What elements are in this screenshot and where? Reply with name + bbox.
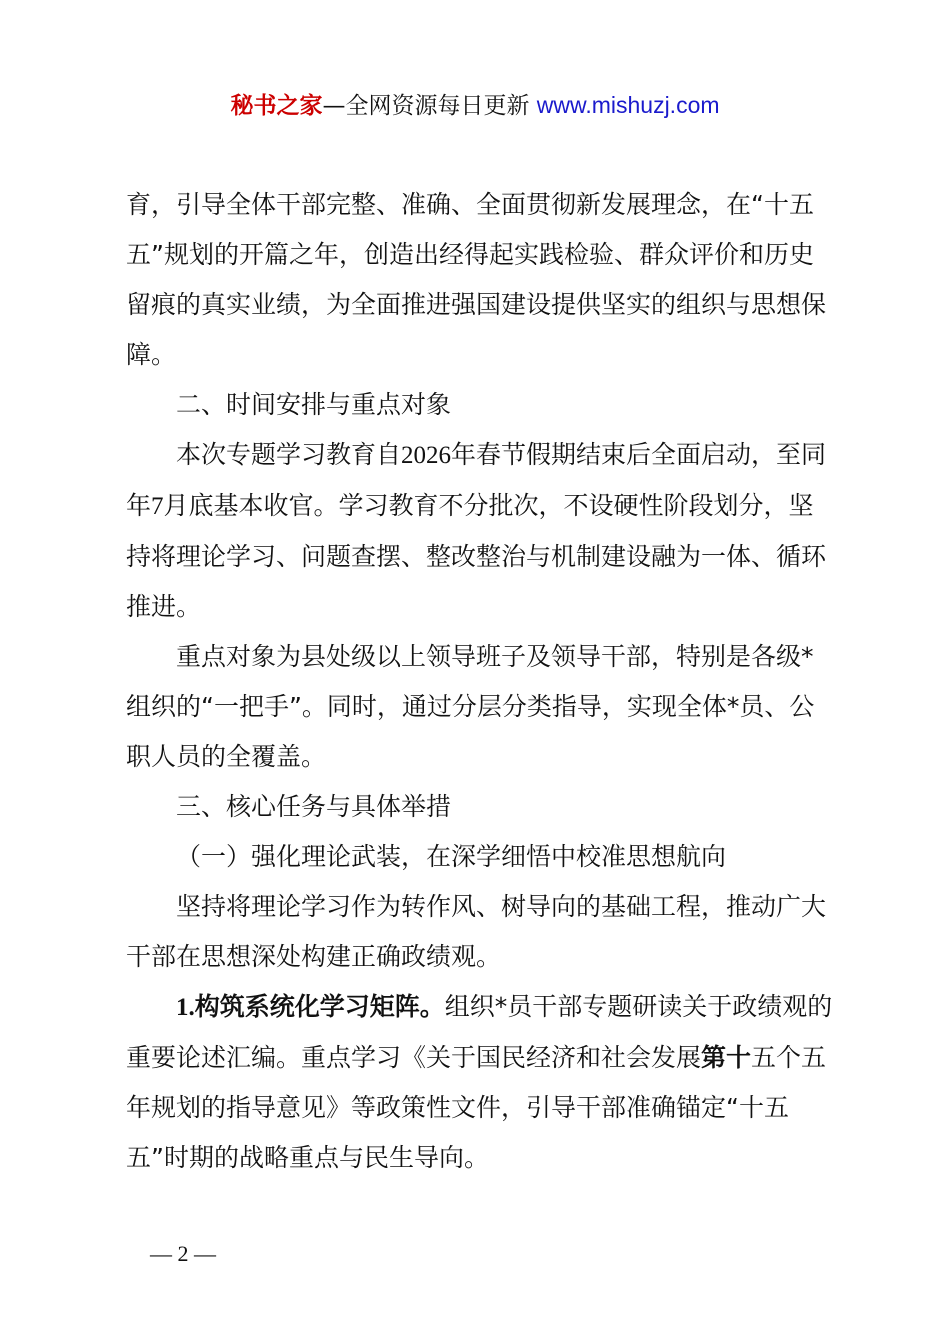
paragraph-schedule: 本次专题学习教育自2026年春节假期结束后全面启动，至同年7月底基本收官。学习教育不分批次，不设硬性阶段划分，坚持将理论学习、问题查摆、整改整治与机制建设融为一体、循环推进。 — [126, 440, 827, 621]
subsection-heading-1: （一）强化理论武装，在深学细悟中校准思想航向 — [176, 842, 727, 871]
paragraph-study-matrix: 1.构筑系统化学习矩阵。组织*员干部专题研读关于政绩观的重要论述汇编。重点学习《关于国民经济和社会发展第十五个五年规划的指导意见》等政策性文件，引导干部准确锚定“十五五”时期的战略重点与民生导向。 — [126, 992, 833, 1172]
page-number: — 2 — — [150, 1241, 216, 1266]
paragraph-continuation: 育，引导全体干部完整、准确、全面贯彻新发展理念，在“十五五”规划的开篇之年，创造出经得起实践检验、群众评价和历史留痕的真实业绩，为全面推进强国建设提供坚实的组织与思想保障。 — [126, 190, 827, 369]
item-title: 1.构筑系统化学习矩阵。 — [176, 994, 445, 1021]
section-heading-2: 二、时间安排与重点对象 — [176, 390, 452, 419]
site-header — [0, 88, 950, 123]
paragraph-targets: 重点对象为县处级以上领导班子及领导干部，特别是各级*组织的“一把手”。同时，通过分层分类指导，实现全体*员、公职人员的全覆盖。 — [126, 642, 815, 771]
site-url-link[interactable]: www.mishuzj.com — [536, 92, 720, 118]
document-body — [126, 180, 836, 1183]
brand-name: 秘书之家 — [230, 93, 323, 119]
header-slogan: —全网资源每日更新 — [322, 93, 537, 119]
section-heading-3: 三、核心任务与具体举措 — [176, 792, 452, 821]
paragraph-theory: 坚持将理论学习作为转作风、树导向的基础工程，推动广大干部在思想深处构建正确政绩观。 — [126, 892, 827, 971]
